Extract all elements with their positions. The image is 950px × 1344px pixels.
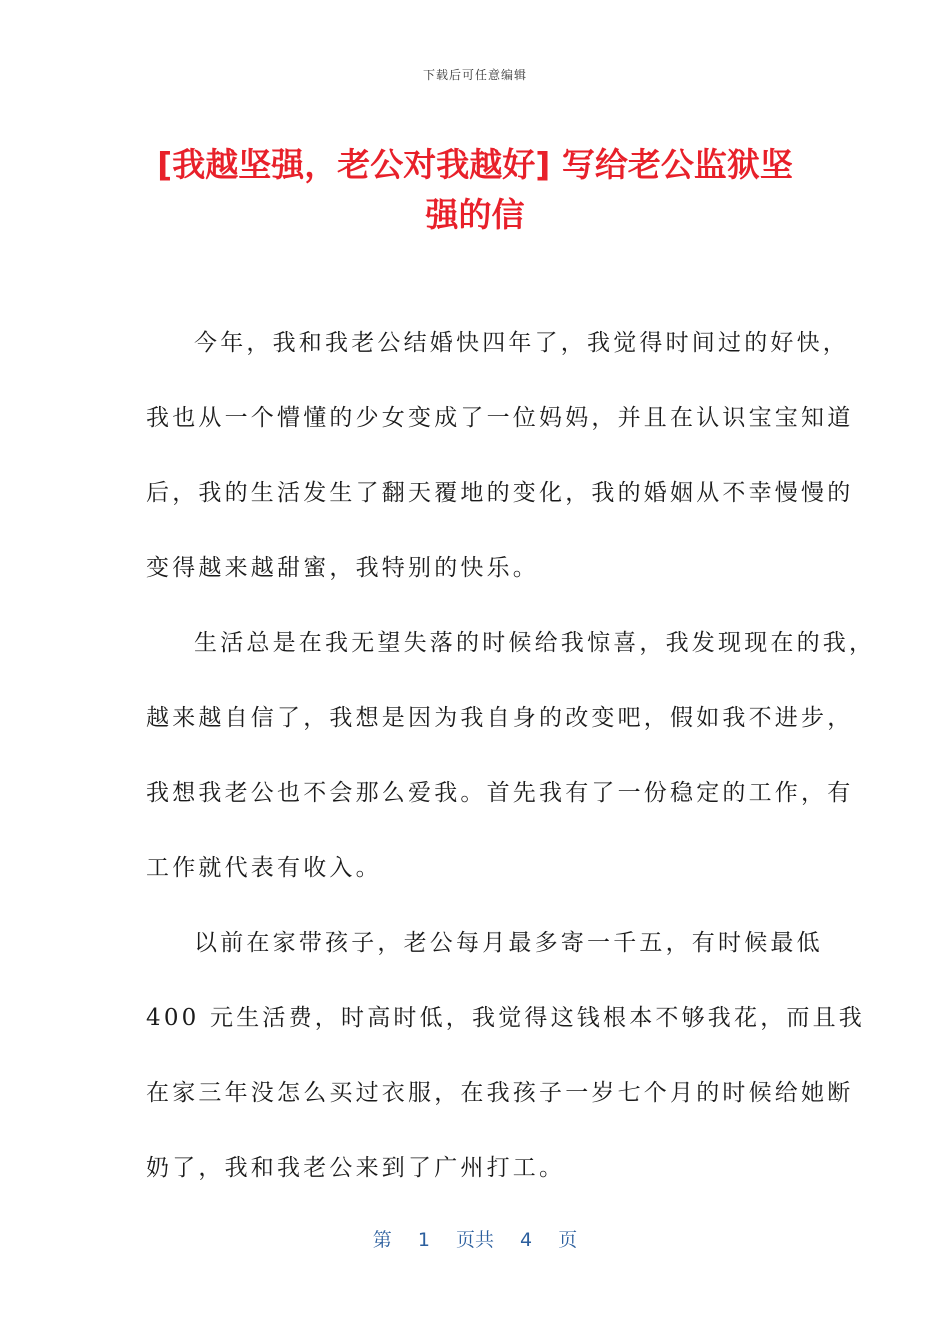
page-footer [0,1225,950,1252]
footer-middle: 页共 [455,1229,494,1251]
document-title [140,140,810,240]
total-pages-number: 4 [520,1229,533,1251]
paragraph-line: 在家三年没怎么买过衣服，在我孩子一岁七个月的时候给她断 [146,1080,854,1106]
paragraph [146,618,876,918]
paragraph [146,918,866,1218]
paragraph-line: 我也从一个懵懂的少女变成了一位妈妈，并且在认识宝宝知道 [146,405,854,431]
document-body [146,318,876,1218]
paragraph-line: 后，我的生活发生了翻天覆地的变化，我的婚姻从不幸慢慢的 [146,480,854,506]
paragraph-line: 越来越自信了，我想是因为我自身的改变吧，假如我不进步， [146,705,854,731]
footer-prefix: 第 [372,1229,392,1251]
paragraph-line: 工作就代表有收入。 [146,855,382,881]
footer-suffix: 页 [558,1229,578,1251]
header-note: 下载后可任意编辑 [422,68,527,82]
paragraph-line: 以前在家带孩子，老公每月最多寄一千五，有时候最低 [194,930,823,956]
paragraph-line: 我想我老公也不会那么爱我。首先我有了一份稳定的工作，有 [146,780,854,806]
paragraph-line: 变得越来越甜蜜，我特别的快乐。 [146,555,539,581]
paragraph-line: 奶了，我和我老公来到了广州打工。 [146,1155,566,1181]
paragraph [146,318,854,618]
title-line-2: 强的信 [425,195,525,234]
current-page-number: 1 [417,1229,430,1251]
paragraph-line: 生活总是在我无望失落的时候给我惊喜，我发现现在的我， [194,630,876,656]
paragraph-line: 今年，我和我老公结婚快四年了，我觉得时间过的好快， [194,330,849,356]
title-line-1: [我越坚强，老公对我越好] 写给老公监狱坚 [157,145,793,184]
paragraph-line: 400 元生活费，时高时低，我觉得这钱根本不够我花，而且我 [146,1005,866,1031]
